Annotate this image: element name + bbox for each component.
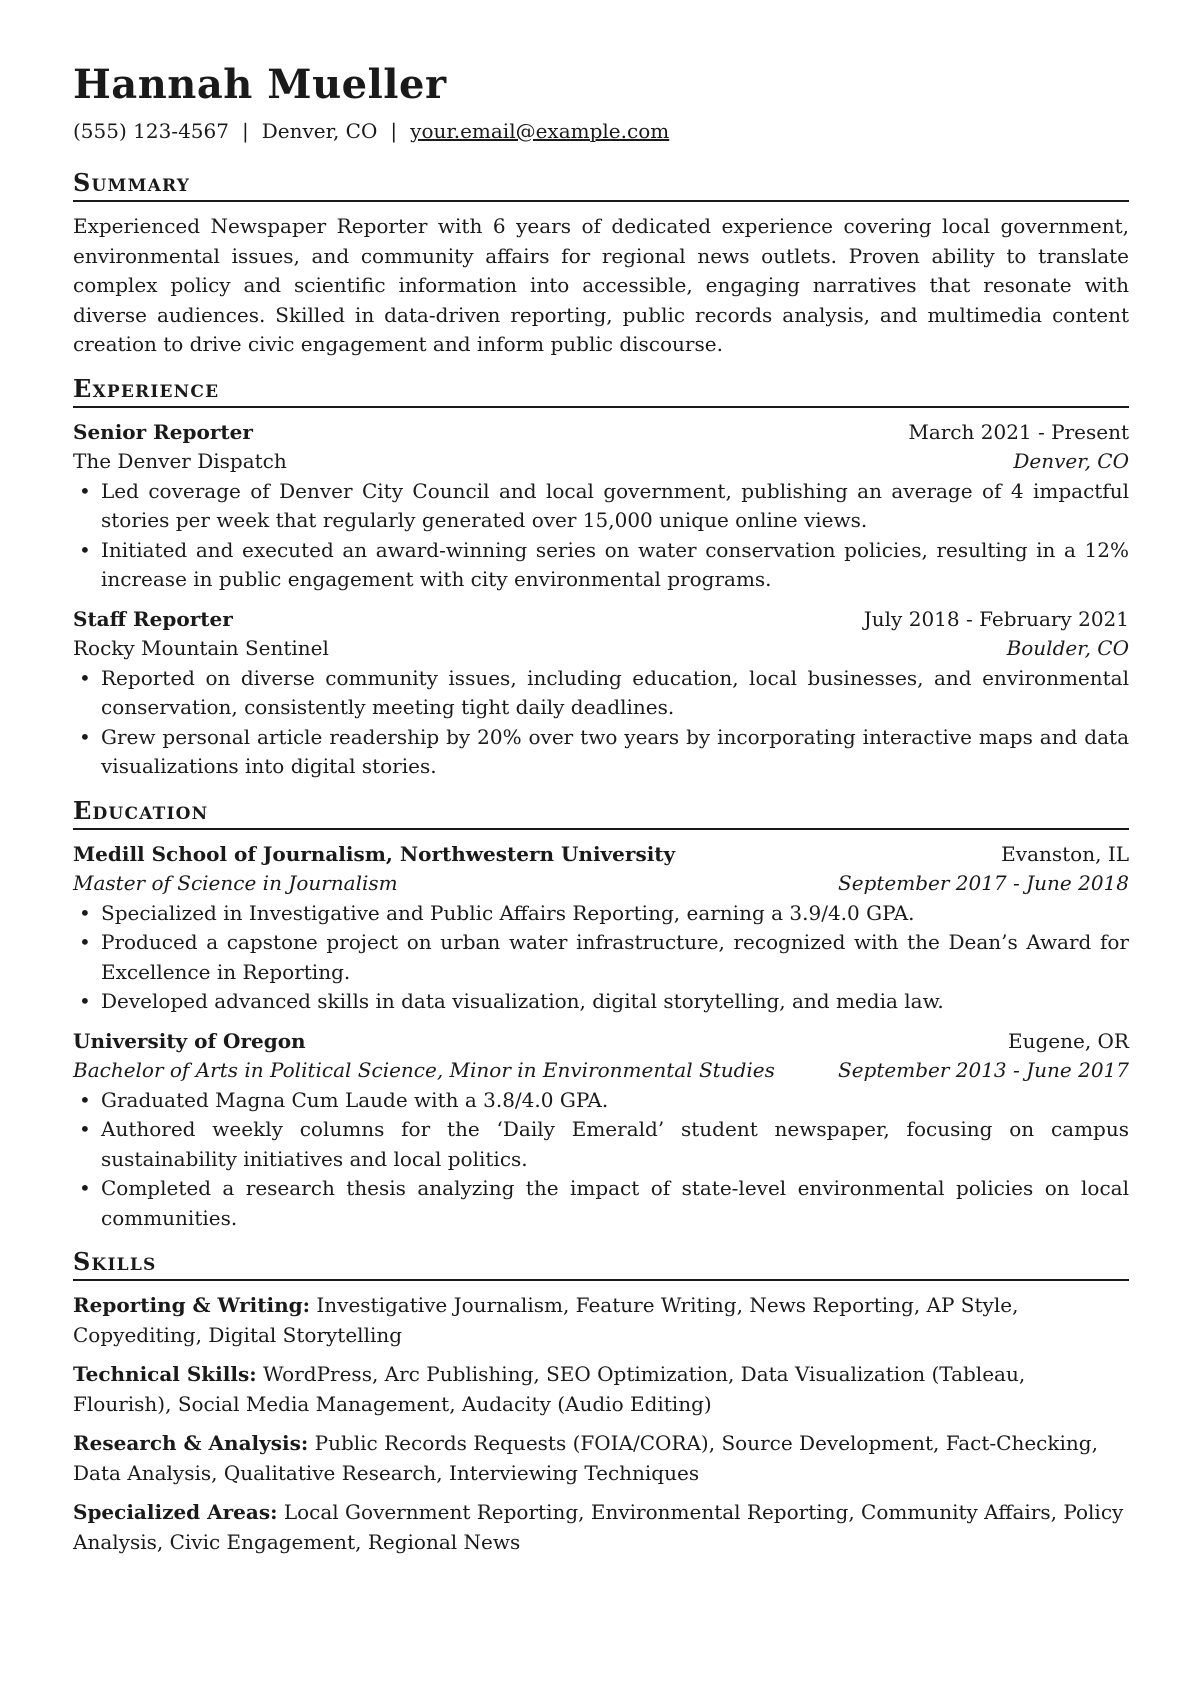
school-name: Medill School of Journalism, Northwestern University xyxy=(73,841,676,866)
job-bullets xyxy=(73,477,1129,595)
education-entry xyxy=(73,840,1129,1017)
job-dates: March 2021 - Present xyxy=(908,419,1129,444)
bullet-item: • Graduated Magna Cum Laude with a 3.8/4.0 GPA. xyxy=(73,1086,1129,1116)
skill-group xyxy=(73,1360,1129,1419)
school-location: Evanston, IL xyxy=(1001,841,1129,866)
experience-entry xyxy=(73,418,1129,595)
section-title-summary: Summary xyxy=(73,168,1129,202)
job-dates: July 2018 - February 2021 xyxy=(863,606,1129,631)
education-bullets xyxy=(73,1086,1129,1234)
job-bullets xyxy=(73,664,1129,782)
education-section xyxy=(73,796,1129,1234)
job-title: Staff Reporter xyxy=(73,606,233,631)
education-entry xyxy=(73,1027,1129,1234)
skill-text: Public Records Requests (FOIA/CORA), Source Development, Fact-Checking, Data Analysis, Qualitative Research, Interviewing Techniques xyxy=(73,1431,1098,1485)
email-link[interactable]: your.email@example.com xyxy=(410,119,670,143)
bullet-item: • Authored weekly columns for the ‘Daily Emerald’ student newspaper, focusing on campus sustainability initiatives and local politics. xyxy=(73,1115,1129,1174)
section-title-experience: Experience xyxy=(73,374,1129,408)
school-name: University of Oregon xyxy=(73,1028,306,1053)
skill-text: Local Government Reporting, Environmental Reporting, Community Affairs, Policy Analysis, Civic Engagement, Regional News xyxy=(73,1500,1124,1554)
bullet-item: • Grew personal article readership by 20% over two years by incorporating interactive maps and data visualizations into digital stories. xyxy=(73,723,1129,782)
bullet-item: • Specialized in Investigative and Public Affairs Reporting, earning a 3.9/4.0 GPA. xyxy=(73,899,1129,929)
skill-group xyxy=(73,1498,1129,1557)
skill-label: Reporting & Writing: xyxy=(73,1293,310,1317)
contact-separator: | xyxy=(390,119,398,143)
skills-section xyxy=(73,1247,1129,1557)
skill-label: Specialized Areas: xyxy=(73,1500,278,1524)
skill-text: Investigative Journalism, Feature Writing, News Reporting, AP Style, Copyediting, Digital Storytelling xyxy=(73,1293,1019,1347)
education-dates: September 2013 - June 2017 xyxy=(838,1058,1129,1082)
summary-section xyxy=(73,168,1129,360)
candidate-name: Hannah Mueller xyxy=(73,61,447,108)
skill-group xyxy=(73,1291,1129,1350)
education-bullets xyxy=(73,899,1129,1017)
job-location: Boulder, CO xyxy=(1006,636,1129,660)
bullet-item: • Completed a research thesis analyzing the impact of state-level environmental policies on local communities. xyxy=(73,1174,1129,1233)
skill-group xyxy=(73,1429,1129,1488)
education-dates: September 2017 - June 2018 xyxy=(838,871,1129,895)
degree: Bachelor of Arts in Political Science, Minor in Environmental Studies xyxy=(73,1058,775,1082)
degree: Master of Science in Journalism xyxy=(73,871,398,895)
employer: Rocky Mountain Sentinel xyxy=(73,636,329,660)
bullet-item: • Produced a capstone project on urban water infrastructure, recognized with the Dean’s Award for Excellence in Reporting. xyxy=(73,928,1129,987)
experience-entry xyxy=(73,605,1129,782)
job-title: Senior Reporter xyxy=(73,419,253,444)
bullet-item: • Led coverage of Denver City Council and local government, publishing an average of 4 impactful stories per week that regularly generated over 15,000 unique online views. xyxy=(73,477,1129,536)
experience-section xyxy=(73,374,1129,782)
bullet-item: • Developed advanced skills in data visualization, digital storytelling, and media law. xyxy=(73,987,1129,1017)
summary-text: Experienced Newspaper Reporter with 6 years of dedicated experience covering local government, environmental issues, and community affairs for regional news outlets. Proven ability to translate complex policy and scientific information into accessible, engaging narratives that resonate with diverse audiences. Skilled in data-driven reporting, public records analysis, and multimedia content creation to drive civic engagement and inform public discourse. xyxy=(73,214,1129,356)
section-title-skills: Skills xyxy=(73,1247,1129,1281)
employer: The Denver Dispatch xyxy=(73,449,287,473)
location: Denver, CO xyxy=(261,119,378,143)
school-location: Eugene, OR xyxy=(1007,1028,1129,1053)
job-location: Denver, CO xyxy=(1013,449,1129,473)
skill-label: Technical Skills: xyxy=(73,1362,257,1386)
section-title-education: Education xyxy=(73,796,1129,830)
phone-number: (555) 123-4567 xyxy=(73,119,229,143)
skill-text: WordPress, Arc Publishing, SEO Optimization, Data Visualization (Tableau, Flourish), Social Media Management, Audacity (Audio Editing) xyxy=(73,1362,1026,1416)
skill-label: Research & Analysis: xyxy=(73,1431,309,1455)
bullet-item: • Initiated and executed an award-winning series on water conservation policies, resulting in a 12% increase in public engagement with city environmental programs. xyxy=(73,536,1129,595)
contact-separator: | xyxy=(241,119,249,143)
bullet-item: • Reported on diverse community issues, including education, local businesses, and environmental conservation, consistently meeting tight daily deadlines. xyxy=(73,664,1129,723)
contact-line xyxy=(73,116,1129,146)
